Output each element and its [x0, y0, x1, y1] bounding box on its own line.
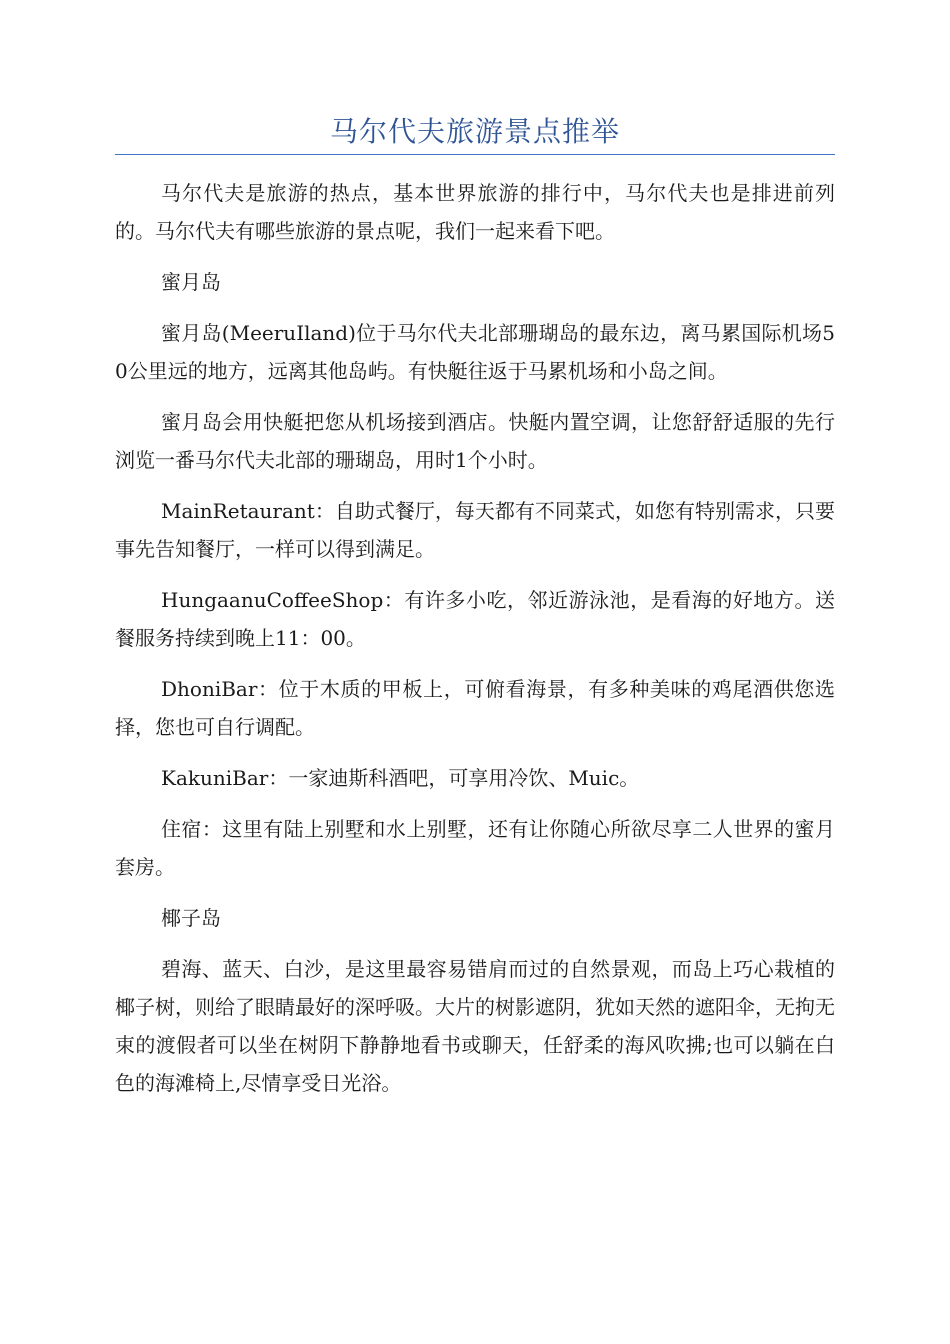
paragraph-dhoni-bar: DhoniBar：位于木质的甲板上，可俯看海景，有多种美味的鸡尾酒供您选择，您也可自行调配。	[115, 677, 835, 739]
paragraph-main-restaurant: MainRetaurant：自助式餐厅，每天都有不同菜式，如您有特别需求，只要事先告知餐厅，一样可以得到满足。	[115, 499, 835, 561]
paragraph-accommodation: 住宿：这里有陆上别墅和水上别墅，还有让你随心所欲尽享二人世界的蜜月套房。	[115, 817, 835, 879]
document-title: 马尔代夫旅游景点推举	[329, 115, 620, 148]
paragraph-honeymoon-transfer: 蜜月岛会用快艇把您从机场接到酒店。快艇内置空调，让您舒舒适服的先行浏览一番马尔代夫北部的珊瑚岛，用时1个小时。	[115, 410, 835, 472]
title-underline	[115, 154, 835, 155]
intro-paragraph: 马尔代夫是旅游的热点，基本世界旅游的排行中，马尔代夫也是排进前列的。马尔代夫有哪些旅游的景点呢，我们一起来看下吧。	[115, 181, 835, 243]
paragraph-honeymoon-location: 蜜月岛(MeeruIland)位于马尔代夫北部珊瑚岛的最东边，离马累国际机场50公里远的地方，远离其他岛屿。有快艇往返于马累机场和小岛之间。	[115, 321, 835, 383]
section-heading-honeymoon-island: 蜜月岛	[161, 270, 221, 294]
document-body	[115, 174, 835, 1115]
paragraph-kakuni-bar: KakuniBar：一家迪斯科酒吧，可享用冷饮、Muic。	[161, 766, 640, 790]
paragraph-coconut-island: 碧海、蓝天、白沙，是这里最容易错肩而过的自然景观，而岛上巧心栽植的椰子树，则给了眼睛最好的深呼吸。大片的树影遮阴，犹如天然的遮阳伞，无拘无束的渡假者可以坐在树阴下静静地看书或聊天，任舒柔的海风吹拂;也可以躺在白色的海滩椅上,尽情享受日光浴。	[115, 957, 835, 1095]
section-heading-coconut-island: 椰子岛	[161, 906, 221, 930]
paragraph-coffee-shop: HungaanuCoffeeShop：有许多小吃，邻近游泳池，是看海的好地方。送餐服务持续到晚上11：00。	[115, 588, 835, 650]
